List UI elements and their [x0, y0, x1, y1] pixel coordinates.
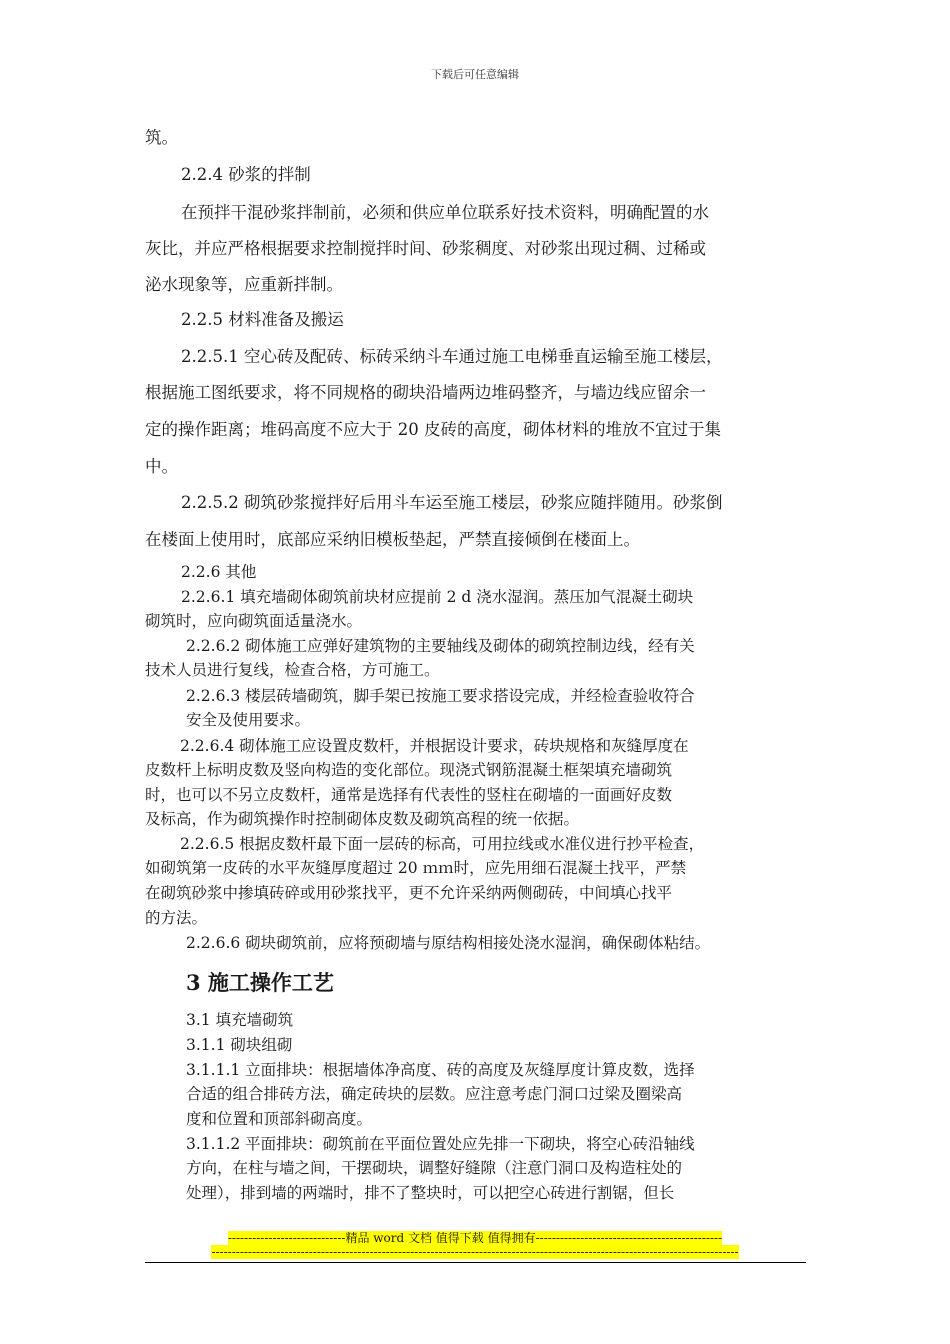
- text-line: 2.2.5.1 空心砖及配砖、标砖采纳斗车通过施工电梯垂直运输至施工楼层，: [181, 347, 723, 366]
- text-line: 2.2.5.2 砌筑砂浆搅拌好后用斗车运至施工楼层，砂浆应随拌随用。砂浆倒: [181, 493, 723, 512]
- text-line: 根据施工图纸要求，将不同规格的砌块沿墙两边堆码整齐，与墙边线应留余一: [145, 383, 706, 402]
- text-line: 的方法。: [145, 909, 208, 927]
- text-line: 方向，在柱与墙之间，干摆砌块，调整好缝隙（注意门洞口及构造柱处的: [186, 1159, 683, 1177]
- text-line: 定的操作距离；堆码高度不应大于 20 皮砖的高度，砌体材料的堆放不宜过于集: [145, 420, 721, 439]
- footer-divider: [145, 1262, 806, 1263]
- subsection-title: 3.1.1 砌块组砌: [186, 1036, 293, 1054]
- text-line: 2.2.6.4 砌体施工应设置皮数杆，并根据设计要求，砖块规格和灰缝厚度在: [180, 737, 689, 755]
- footer-highlight-text: -----------------------------精品 word 文档 值得下载 值得拥有----------------------------------------------: [227, 1231, 723, 1245]
- text-line: 在楼面上使用时，底部应采纳旧模板垫起，严禁直接倾倒在楼面上。: [145, 530, 640, 549]
- text-line: 度和位置和顶部斜砌高度。: [186, 1110, 373, 1128]
- text-line: 2.2.6.6 砌块砌筑前，应将预砌墙与原结构相接处浇水湿润，确保砌体粘结。: [186, 934, 711, 952]
- text-line: 2.2.6.2 砌体施工应弹好建筑物的主要轴线及砌体的砌筑控制边线，经有关: [186, 637, 695, 655]
- text-line: 时，也可以不另立皮数杆，通常是选择有代表性的竖柱在砌墙的一面画好皮数: [145, 786, 673, 804]
- page-header: 下载后可任意编辑: [431, 68, 519, 81]
- subsection-title: 2.2.4 砂浆的拌制: [181, 165, 311, 184]
- text-line: 安全及使用要求。: [186, 711, 311, 729]
- text-line: 处理），排到墙的两端时，排不了整块时，可以把空心砖进行割锯，但长: [186, 1184, 675, 1202]
- text-line: 如砌筑第一皮砖的水平灰缝厚度超过 20 ｍｍ时，应先用细石混凝土找平，严禁: [145, 859, 687, 877]
- text-line: 在砌筑砂浆中掺填砖碎或用砂浆找平，更不允许采纳两侧砌砖，中间填心找平: [145, 884, 673, 902]
- section-heading: 3 施工操作工艺: [186, 970, 334, 995]
- footer-line-2: [0, 1245, 950, 1259]
- text-line: 泌水现象等，应重新拌制。: [145, 275, 343, 294]
- text-line: 2.2.6.3 楼层砖墙砌筑，脚手架已按施工要求搭设完成，并经检查验收符合: [186, 687, 695, 705]
- text-line: 3.1.1.2 平面排块：砌筑前在平面位置处应先排一下砌块，将空心砖沿轴线: [186, 1135, 695, 1153]
- text-line: 合适的组合排砖方法，确定砖块的层数。应注意考虑门洞口过梁及圈梁高: [186, 1085, 683, 1103]
- text-line: 2.2.6.5 根据皮数杆最下面一层砖的标高，可用拉线或水准仪进行抄平检查，: [180, 835, 705, 853]
- subsection-title: 2.2.5 材料准备及搬运: [181, 310, 344, 329]
- footer-highlight-dashes: ----------------------------------------------------------------------------------------------------------------------------------: [211, 1245, 739, 1259]
- footer-line-1: [0, 1229, 950, 1246]
- text-line: 皮数杆上标明皮数及竖向构造的变化部位。现浇式钢筋混凝土框架填充墙砌筑: [145, 761, 673, 779]
- text-line: 在预拌干混砂浆拌制前，必须和供应单位联系好技术资料，明确配置的水: [181, 203, 709, 222]
- subsection-title: 3.1 填充墙砌筑: [186, 1011, 294, 1029]
- text-line: 筑。: [145, 128, 178, 147]
- text-line: 砌筑时，应向砌筑面适量浇水。: [145, 612, 363, 630]
- text-line: 及标高，作为砌筑操作时控制砌体皮数及砌筑高程的统一依据。: [145, 810, 580, 828]
- text-line: 灰比，并应严格根据要求控制搅拌时间、砂浆稠度、对砂浆出现过稠、过稀或: [145, 239, 706, 258]
- text-line: 中。: [145, 457, 178, 476]
- text-line: 2.2.6.1 填充墙砌体砌筑前块材应提前 2 d 浇水湿润。蒸压加气混凝土砌块: [181, 588, 694, 606]
- text-line: 技术人员进行复线，检查合格，方可施工。: [145, 661, 440, 679]
- text-line: 3.1.1.1 立面排块：根据墙体净高度、砖的高度及灰缝厚度计算皮数，选择: [186, 1061, 695, 1079]
- subsection-title: 2.2.6 其他: [181, 563, 257, 581]
